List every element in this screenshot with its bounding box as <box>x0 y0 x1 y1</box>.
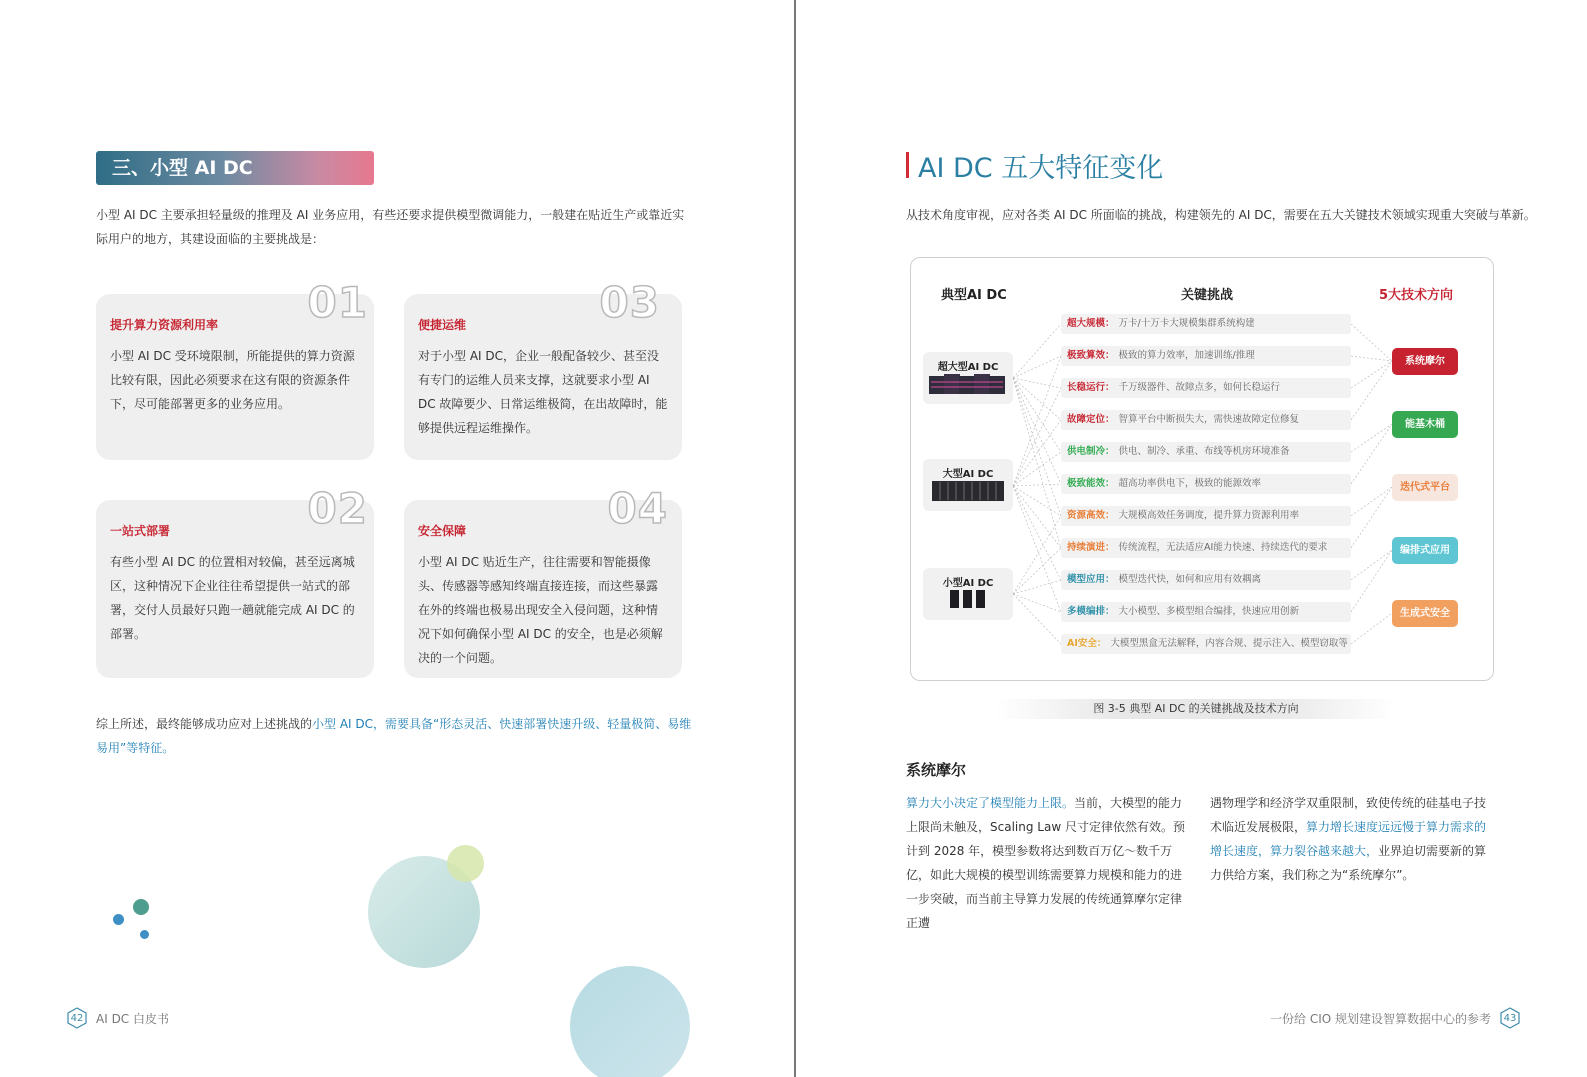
header-challenge: 关键挑战 <box>1181 288 1234 303</box>
server-cluster-icon <box>929 372 1007 396</box>
conclusion-paragraph: 综上所述，最终能够成功应对上述挑战的小型 AI DC，需要具备“形态灵活、快速部署快速升级、轻量极简、易维易用”等特征。 <box>96 717 692 755</box>
card-body: 有些小型 AI DC 的位置相对较偏，甚至远离城区，这种情况下企业往往希望提供一站式的部署，交付人员最好只跑一趟就能完成 AI DC 的部署。 <box>110 555 355 641</box>
direction-badge: 系统摩尔 <box>1392 348 1458 375</box>
challenge-card-02 <box>96 484 374 678</box>
challenge-desc: 智算平台中断损失大，需快速故障定位修复 <box>1118 414 1300 425</box>
challenge-row <box>1061 506 1351 526</box>
challenge-card-04 <box>404 484 682 678</box>
dc-type-hyperscale: 超大型AI DC <box>923 352 1013 404</box>
card-number: 04 <box>607 484 668 533</box>
footer-title: 一份给 CIO 规划建设智算数据中心的参考 <box>1270 1011 1491 1026</box>
challenge-desc: 传统流程，无法适应AI能力快速、持续迭代的要求 <box>1118 542 1328 553</box>
challenge-row <box>1061 570 1351 590</box>
challenge-desc: 供电、制冷、承重、布线等机房环境准备 <box>1118 446 1290 457</box>
challenge-desc: 极致的算力效率，加速训练/推理 <box>1118 350 1255 361</box>
challenge-name: 故障定位： <box>1067 414 1115 425</box>
server-rack-icon <box>932 481 1004 501</box>
card-number: 02 <box>307 484 368 533</box>
intro-paragraph: 小型 AI DC 主要承担轻量级的推理及 AI 业务应用，有些还要求提供模型微调能力，一般建在贴近生产或靠近实际用户的地方，其建设面临的主要挑战是： <box>96 208 685 246</box>
decor-dot <box>113 914 124 925</box>
page-title: AI DC 五大特征变化 <box>918 153 1164 184</box>
challenge-card-01 <box>96 278 374 460</box>
page-number: 43 <box>1499 1007 1521 1029</box>
challenge-row <box>1061 410 1351 430</box>
direction-badge: 编排式应用 <box>1392 537 1458 564</box>
challenge-desc: 模型迭代快，如何和应用有效耦离 <box>1118 574 1262 585</box>
card-title: 提升算力资源利用率 <box>110 318 219 332</box>
header-dc: 典型AI DC <box>941 288 1007 303</box>
challenge-name: 多模编排： <box>1067 606 1115 617</box>
title-accent-bar <box>906 152 909 178</box>
challenge-desc: 千万级器件、故障点多，如何长稳运行 <box>1118 382 1281 393</box>
challenge-desc: 大规模高效任务调度，提升算力资源利用率 <box>1118 510 1300 521</box>
direction-badge: 迭代式平台 <box>1392 474 1458 501</box>
challenge-row <box>1061 378 1351 398</box>
challenge-name: AI安全： <box>1067 638 1107 649</box>
card-body: 对于小型 AI DC，企业一般配备较少、甚至没有专门的运维人员来支撑，这就要求小型 AI DC 故障要少、日常运维极简，在出故障时，能够提供远程运维操作。 <box>418 349 668 435</box>
footer <box>1270 1007 1521 1029</box>
challenge-card-03 <box>404 278 682 460</box>
card-number: 03 <box>599 278 660 327</box>
col1-highlight: 算力大小决定了模型能力上限。 <box>906 796 1075 810</box>
right-page <box>796 0 1587 1077</box>
challenge-row <box>1061 474 1351 494</box>
decor-circle <box>447 845 484 882</box>
col2-highlight: 算力增长速度远远慢于算力需求的增长速度，算力裂谷越来越大， <box>1210 820 1487 858</box>
challenge-row <box>1061 602 1351 622</box>
text-column-2: 遇物理学和经济学双重限制，致使传统的硅基电子技术临近发展极限，算力增长速度远远慢于算力需求的增长速度，算力裂谷越来越大，业界迫切需要新的算力供给方案，我们称之为“系统摩尔”。 <box>1210 796 1487 882</box>
challenge-name: 极致能效： <box>1067 478 1115 489</box>
section-title: 三、小型 AI DC <box>96 151 374 185</box>
card-title: 安全保障 <box>418 524 467 538</box>
direction-badge: 生成式安全 <box>1392 600 1458 627</box>
challenge-row <box>1061 634 1351 654</box>
server-unit-icon <box>950 590 986 608</box>
intro-paragraph: 从技术角度审视，应对各类 AI DC 所面临的挑战，构建领先的 AI DC，需要在五大关键技术领域实现重大突破与革新。 <box>906 208 1536 222</box>
footer-title: AI DC 白皮书 <box>96 1011 169 1026</box>
challenge-name: 持续演进： <box>1067 542 1115 553</box>
challenge-desc: 超高功率供电下，极致的能源效率 <box>1118 478 1262 489</box>
dc-type-large: 大型AI DC <box>923 459 1013 511</box>
card-body: 小型 AI DC 受环境限制，所能提供的算力资源比较有限，因此必须要求在这有限的资源条件下，尽可能部署更多的业务应用。 <box>110 349 355 411</box>
decor-dot <box>140 930 149 939</box>
header-direction: 5大技术方向 <box>1379 288 1454 303</box>
direction-badge: 能基木桶 <box>1392 411 1458 438</box>
subheading: 系统摩尔 <box>906 761 967 779</box>
challenge-desc: 大小模型、多模型组合编排，快速应用创新 <box>1118 606 1300 617</box>
challenge-name: 极致算效： <box>1067 350 1115 361</box>
page-number: 42 <box>66 1007 88 1029</box>
decor-dot <box>133 899 149 915</box>
card-body: 小型 AI DC 贴近生产，往往需要和智能摄像头、传感器等感知终端直接连接，而这些暴露在外的终端也极易出现安全入侵问题，这种情况下如何确保小型 AI DC 的安全，也是必须解决的一个问题。 <box>418 555 663 665</box>
challenge-row <box>1061 442 1351 462</box>
challenge-row <box>1061 314 1351 334</box>
decor-circle <box>570 966 690 1077</box>
challenge-desc: 大模型黑盒无法解释，内容合规、提示注入、模型窃取等 <box>1110 638 1348 649</box>
challenge-direction-diagram <box>910 257 1494 681</box>
challenge-name: 长稳运行： <box>1067 382 1115 393</box>
challenge-row <box>1061 538 1351 558</box>
conclusion-highlight: 小型 AI DC，需要具备“形态灵活、快速部署快速升级、轻量极简、易维易用”等特征。 <box>96 717 692 755</box>
challenge-name: 资源高效： <box>1067 510 1115 521</box>
text-column-1: 算力大小决定了模型能力上限。当前，大模型的能力上限尚未触及，Scaling Law 尺寸定律依然有效。预计到 2028 年，模型参数将达到数百万亿～数千万亿，如此大规模的模型训练需要算力规模和能力的进一步突破，而当前主导算力发展的传统通算摩尔定律正遭 <box>906 796 1185 930</box>
challenge-name: 超大规模： <box>1067 318 1115 329</box>
challenge-name: 供电制冷： <box>1067 446 1115 457</box>
card-number: 01 <box>307 278 368 327</box>
challenge-row <box>1061 346 1351 366</box>
figure-caption: 图 3-5 典型 AI DC 的关键挑战及技术方向 <box>996 699 1396 719</box>
challenge-desc: 万卡/十万卡大规模集群系统构建 <box>1118 318 1255 329</box>
card-title: 便捷运维 <box>418 318 467 332</box>
footer <box>66 1007 169 1029</box>
challenge-name: 模型应用： <box>1067 574 1115 585</box>
dc-type-small: 小型AI DC <box>923 568 1013 620</box>
card-title: 一站式部署 <box>110 524 171 538</box>
